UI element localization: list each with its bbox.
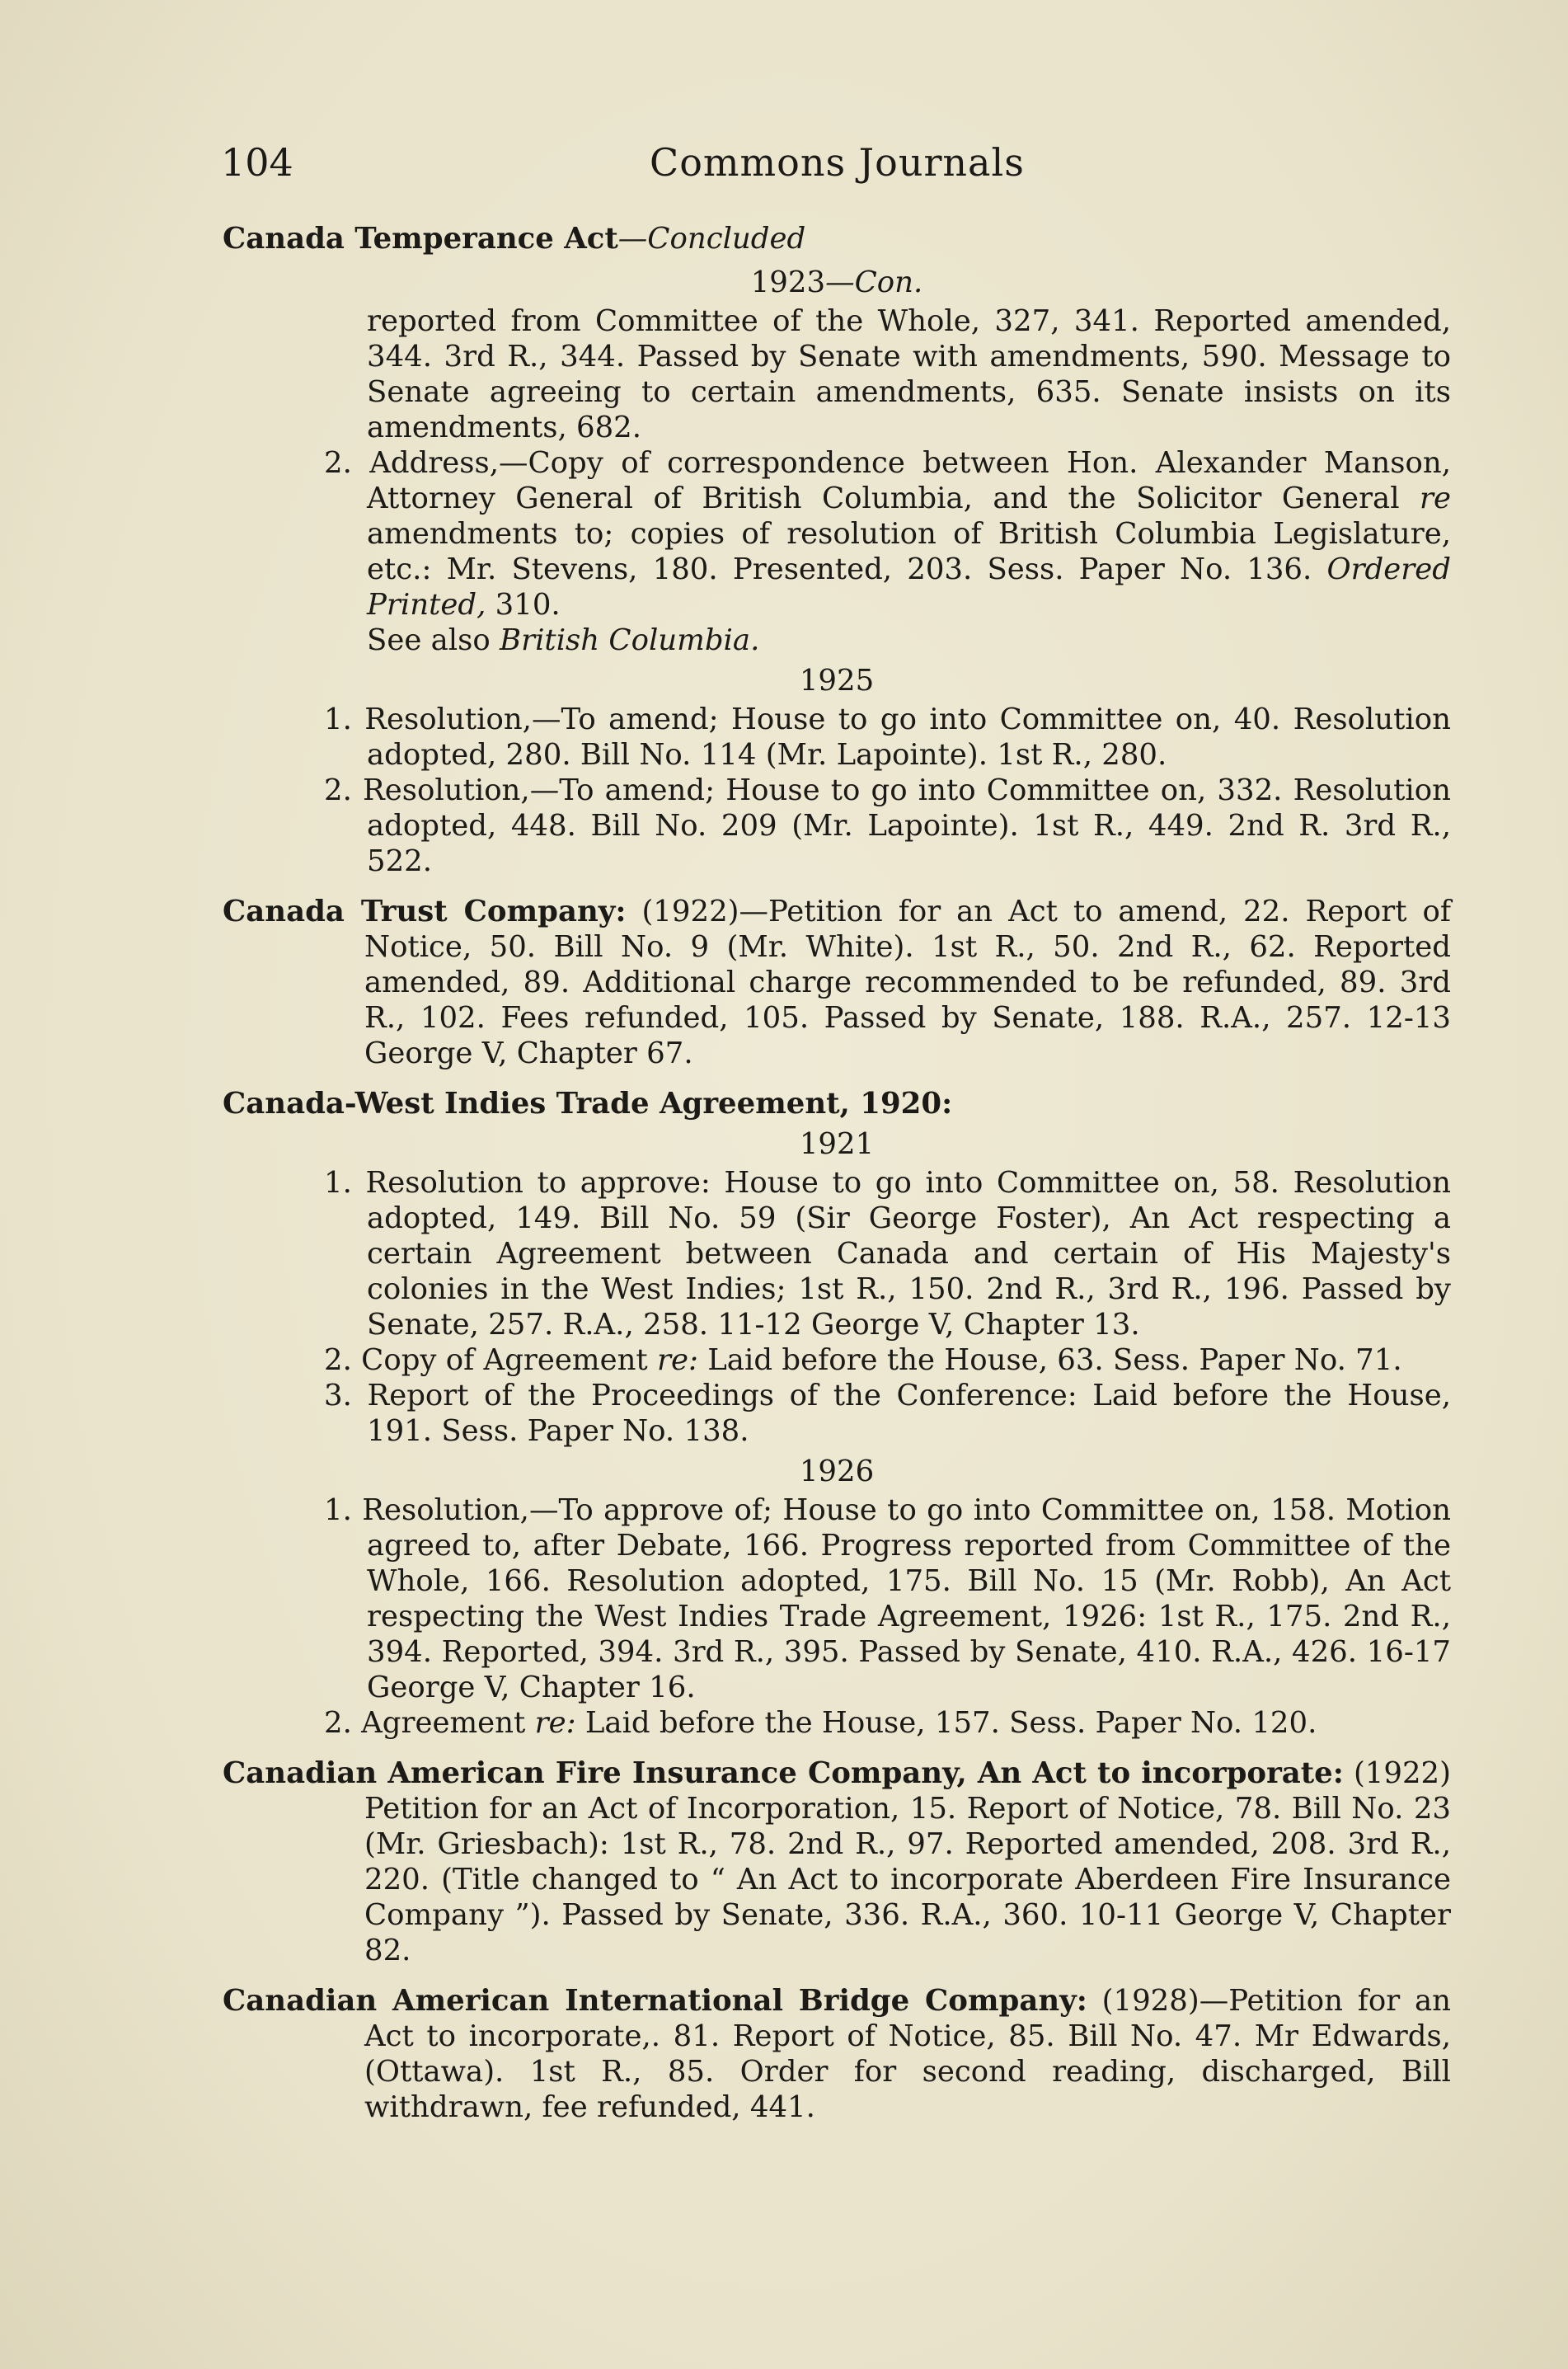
year-heading — [223, 265, 1451, 300]
journal-title: Commons Journals — [650, 140, 1025, 185]
entry-title: Canadian American Fire Insurance Company, An Act to incorporate: — [223, 1756, 1344, 1790]
list-item: 2. Copy of Agreement re: Laid before the House, 63. Sess. Paper No. 71. — [324, 1343, 1402, 1377]
index-content — [223, 221, 1451, 2125]
list-item: 3. Report of the Proceedings of the Conference: Laid before the House, 191. Sess. Paper No. 138. — [324, 1379, 1451, 1448]
list-item: 1. Resolution,—To approve of; House to go into Committee on, 158. Motion agreed to, after Debate, 166. Progress reported from Committee of the Whole, 166. Resolution adopted, 175. Bill No. 15 (Mr. Robb), An Act respecting the West Indies Trade Agreement, 1926: 1st R., 175. 2nd R., 394. Reported, 394. 3rd R., 395. Passed by Senate, 410. R.A., 426. 16-17 George V, Chapter 16. — [324, 1493, 1451, 1704]
list-item: 1. Resolution,—To amend; House to go into Committee on, 40. Resolution adopted, 280. Bill No. 114 (Mr. Lapointe). 1st R., 280. — [324, 703, 1451, 772]
year-suffix: —Con. — [825, 266, 923, 299]
entry-canada-temperance-act — [223, 221, 1451, 879]
year-heading: 1925 — [799, 664, 875, 698]
see-also: See also British Columbia. — [367, 623, 760, 657]
year-label: 1923 — [750, 266, 826, 299]
year-heading: 1921 — [799, 1127, 875, 1161]
entry-title: Canada Temperance Act — [223, 222, 618, 256]
entry-title: Canada-West Indies Trade Agreement, 1920: — [223, 1087, 953, 1121]
list-item: 2. Resolution,—To amend; House to go into Committee on, 332. Resolution adopted, 448. Bill No. 209 (Mr. Lapointe). 1st R., 449. 2nd R. 3rd R., 522. — [324, 773, 1451, 878]
running-head — [221, 140, 1458, 198]
entry-canada-west-indies-trade-agreement — [223, 1086, 1451, 1741]
entry-heading — [223, 221, 1451, 256]
list-item: 2. Agreement re: Laid before the House, 157. Sess. Paper No. 120. — [324, 1706, 1317, 1740]
entry-title: Canada Trust Company: — [223, 895, 627, 928]
page-number: 104 — [221, 140, 293, 185]
entry-text: (1922) Petition for an Act of Incorporation, 15. Report of Notice, 78. Bill No. 23 (Mr. Griesbach): 1st R., 78. 2nd R., 97. Reported amended, 208. 3rd R., 220. (Title changed to “ An Act to incorporate Aberdeen Fire Insurance Company ”). Passed by Senate, 336. R.A., 360. 10-11 George V, Chapter 82. — [364, 1756, 1451, 1967]
entry-paragraph: reported from Committee of the Whole, 327, 341. Reported amended, 344. 3rd R., 344. Passed by Senate with amendments, 590. Message to Senate agreeing to certain amendments, 635. Senate insists on its amendments, 682. — [367, 304, 1451, 444]
entry-text: (1928)—Petition for an Act to incorporate,. 81. Report of Notice, 85. Bill No. 47. Mr Edwards, (Ottawa). 1st R., 85. Order for second reading, discharged, Bill withdrawn, fee refunded, 441. — [364, 1984, 1452, 2124]
entry-title-suffix: —Concluded — [617, 222, 806, 256]
entry-canadian-american-international-bridge — [223, 1983, 1451, 2125]
list-item: 2. Address,—Copy of correspondence between Hon. Alexander Manson, Attorney General of British Columbia, and the Solicitor General re amendments to; copies of resolution of British Columbia Legislature, etc.: Mr. Stevens, 180. Presented, 203. Sess. Paper No. 136. Ordered Printed, 310. — [324, 446, 1451, 622]
entry-title: Canadian American International Bridge Company: — [223, 1984, 1087, 2018]
entry-canada-trust-company — [223, 894, 1451, 1071]
list-item: 1. Resolution to approve: House to go into Committee on, 58. Resolution adopted, 149. Bill No. 59 (Sir George Foster), An Act respecting a certain Agreement between Canada and certain of His Majesty's colonies in the West Indies; 1st R., 150. 2nd R., 3rd R., 196. Passed by Senate, 257. R.A., 258. 11-12 George V, Chapter 13. — [324, 1166, 1451, 1342]
entry-canadian-american-fire-insurance — [223, 1756, 1451, 1968]
entry-text: (1922)—Petition for an Act to amend, 22. Report of Notice, 50. Bill No. 9 (Mr. White). 1st R., 50. 2nd R., 62. Reported amended, 89. Additional charge recommended to be refunded, 89. 3rd R., 102. Fees refunded, 105. Passed by Senate, 188. R.A., 257. 12-13 George V, Chapter 67. — [364, 895, 1451, 1070]
year-heading: 1926 — [799, 1455, 875, 1488]
